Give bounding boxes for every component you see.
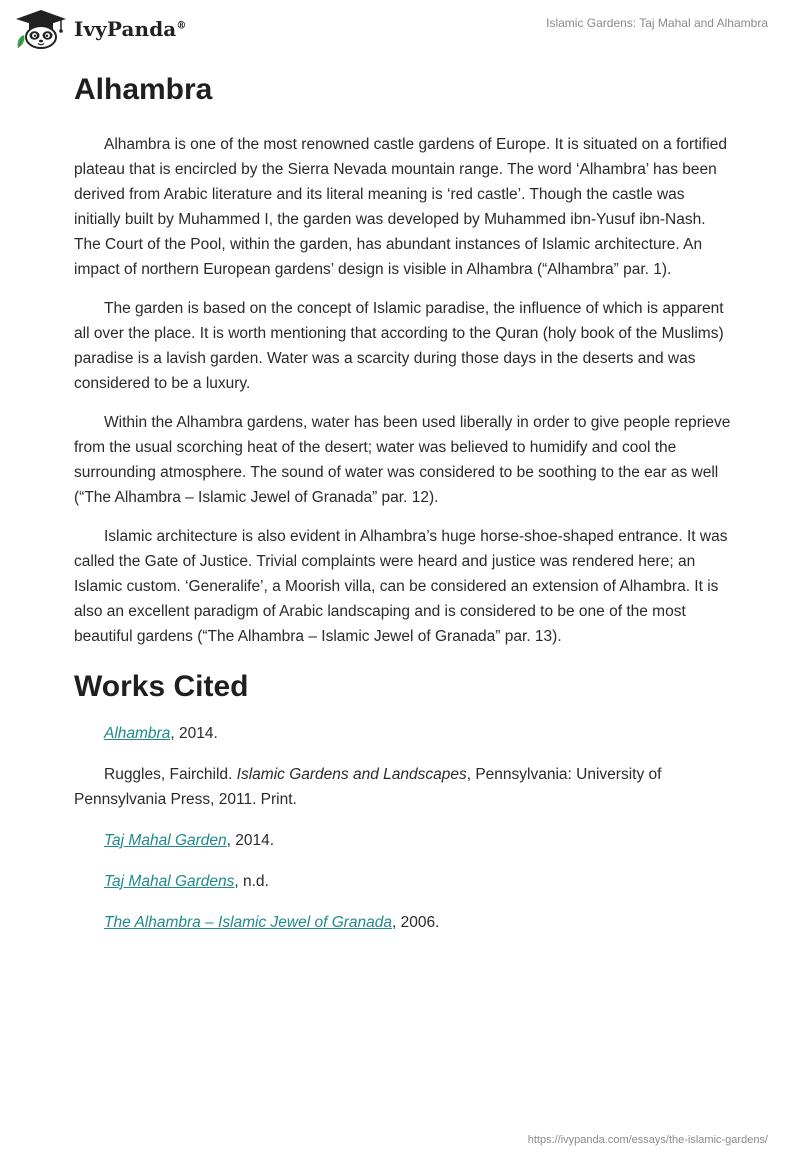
brand-name: IvyPanda® — [74, 17, 187, 41]
citation-link[interactable]: Alhambra — [104, 725, 171, 742]
section-heading: Alhambra — [74, 73, 213, 106]
section-body — [74, 132, 734, 649]
paragraph: Islamic architecture is also evident in Alhambra’s huge horse-shoe-shaped entrance. It was called the Gate of Justice. Trivial complaints were heard and justice was rendered here; an Islamic custom. ‘Generalife’, a Moorish villa, can be considered an extension of Alhambra. It is also an excellent paradigm of Arabic landscaping and is considered to be one of the most beautiful gardens (“The Alhambra – Islamic Jewel of Granada” par. 13). — [74, 528, 728, 645]
works-cited-heading: Works Cited — [74, 670, 249, 703]
citation: The Alhambra – Islamic Jewel of Granada, 2006. — [104, 914, 440, 931]
citation-title: Islamic Gardens and Landscapes — [236, 766, 467, 783]
panda-graduate-icon — [14, 8, 68, 50]
citation: Taj Mahal Gardens, n.d. — [104, 873, 269, 890]
essay-content — [74, 68, 734, 951]
citation-link[interactable]: Taj Mahal Garden — [104, 832, 227, 849]
citation: Alhambra, 2014. — [104, 725, 218, 742]
brand-logo[interactable] — [14, 8, 186, 50]
paragraph: The garden is based on the concept of Islamic paradise, the influence of which is apparent all over the place. It is worth mentioning that according to the Quran (holy book of the Muslims) paradise is a lavish garden. Water was a scarcity during those days in the deserts and was considered to be a luxury. — [74, 300, 724, 392]
citation-link[interactable]: Taj Mahal Gardens — [104, 873, 235, 890]
citation-link[interactable]: The Alhambra – Islamic Jewel of Granada — [104, 914, 393, 931]
page-header — [0, 0, 800, 60]
source-url[interactable]: https://ivypanda.com/essays/the-islamic-gardens/ — [527, 1134, 768, 1146]
citation: Taj Mahal Garden, 2014. — [104, 832, 275, 849]
document-title: Islamic Gardens: Taj Mahal and Alhambra — [546, 16, 768, 30]
citation: Ruggles, Fairchild. Islamic Gardens and Landscapes, Pennsylvania: University of Pennsylvania Press, 2011. Print. — [74, 766, 662, 808]
paragraph: Alhambra is one of the most renowned castle gardens of Europe. It is situated on a fortified plateau that is encircled by the Sierra Nevada mountain range. The word ‘Alhambra’ has been derived from Arabic literature and its literal meaning is ‘red castle’. Though the castle was initially built by Muhammed I, the garden was developed by Muhammed ibn-Yusuf ibn-Nash. The Court of the Pool, within the garden, has abundant instances of Islamic architecture. An impact of northern European gardens’ design is visible in Alhambra (“Alhambra” par. 1). — [74, 136, 727, 278]
paragraph: Within the Alhambra gardens, water has been used liberally in order to give people reprieve from the usual scorching heat of the desert; water was believed to humidify and cool the surrounding atmosphere. The sound of water was considered to be soothing to the ear as well (“The Alhambra – Islamic Jewel of Granada” par. 12). — [74, 414, 731, 506]
